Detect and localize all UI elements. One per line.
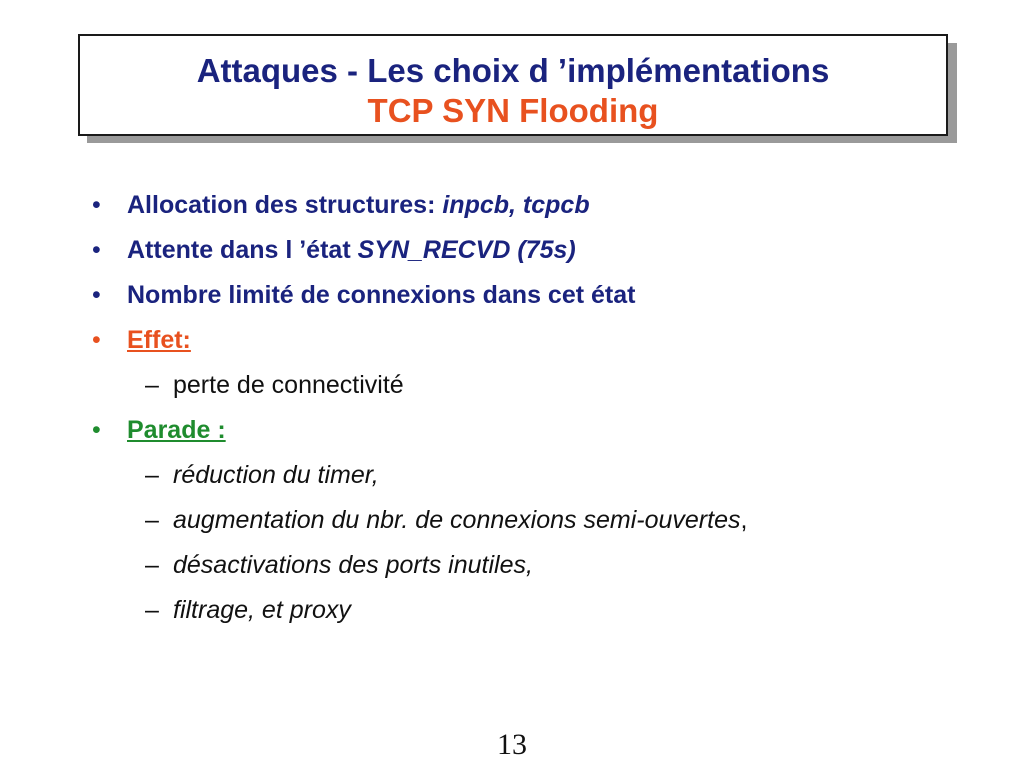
- sub-bullet-text: réduction du timer,: [173, 461, 379, 489]
- bullet-text-main: Allocation des structures:: [127, 191, 443, 219]
- bullet-text-emphasis: inpcb, tcpcb: [442, 191, 590, 219]
- page-number: 13: [497, 728, 527, 761]
- bullet-text-main: Attente dans l ’état: [127, 236, 358, 264]
- sub-bullet-marker: –: [145, 461, 159, 489]
- bullet-text-emphasis: SYN_RECVD (75s): [357, 236, 576, 264]
- sub-bullet-text-suffix: ,: [740, 506, 748, 534]
- bullet-text: [127, 188, 590, 222]
- sub-bullet-marker: –: [145, 371, 159, 399]
- bullet-marker: •: [92, 416, 101, 444]
- bullet-marker: •: [92, 281, 101, 309]
- bullet-marker: •: [92, 191, 101, 219]
- sub-bullet-text: désactivations des ports inutiles,: [173, 551, 533, 579]
- sub-bullet-text: perte de connectivité: [173, 371, 404, 399]
- sub-bullet-marker: –: [145, 596, 159, 624]
- sub-bullet-text: [173, 503, 747, 537]
- bullet-marker: •: [92, 236, 101, 264]
- slide-subtitle: TCP SYN Flooding: [367, 92, 659, 129]
- bullet-text: Nombre limité de connexions dans cet état: [127, 281, 636, 309]
- sub-bullet-marker: –: [145, 551, 159, 579]
- bullet-text-heading: Effet:: [127, 326, 191, 354]
- bullet-text-heading: Parade :: [127, 416, 226, 444]
- bullet-marker: •: [92, 326, 101, 354]
- sub-bullet-text: filtrage, et proxy: [173, 596, 351, 624]
- bullet-text: [127, 233, 576, 267]
- sub-bullet-marker: –: [145, 506, 159, 534]
- slide-title: Attaques - Les choix d ’implémentations: [196, 52, 830, 89]
- sub-bullet-text-main: augmentation du nbr. de connexions semi-ouvertes: [173, 506, 741, 534]
